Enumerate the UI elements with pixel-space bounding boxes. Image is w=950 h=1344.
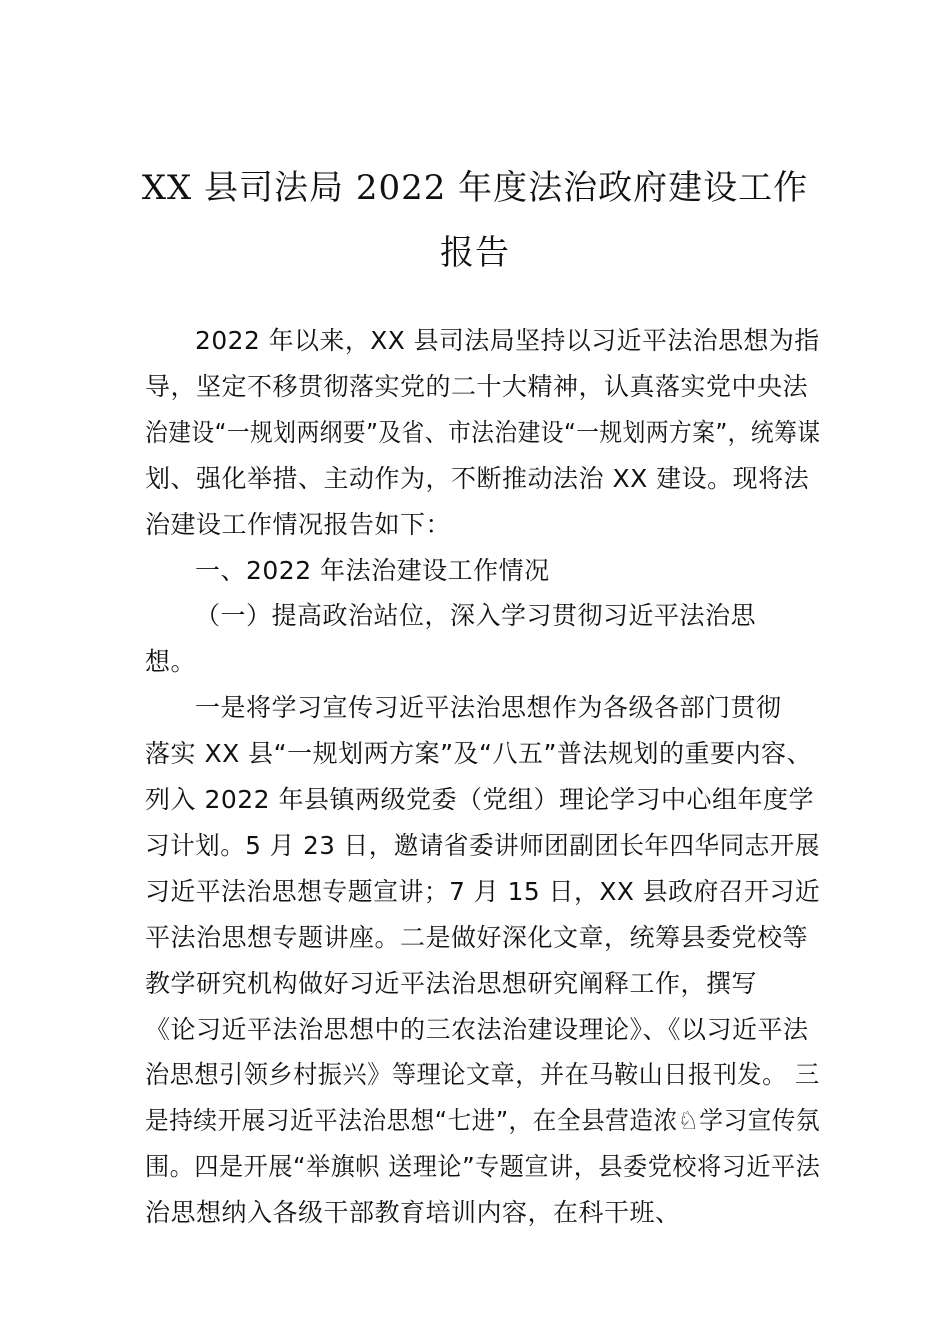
body-line: 落实 XX 县“一规划两方案”及“八五”普法规划的重要内容、	[145, 739, 812, 769]
body-line: 一是将学习宣传习近平法治思想作为各级各部门贯彻	[195, 693, 782, 723]
document-title-line-2: 报告	[440, 233, 510, 273]
document-title-line-1: XX 县司法局 2022 年度法治政府建设工作	[141, 168, 809, 208]
body-line: 列入 2022 年县镇两级党委（党组）理论学习中心组年度学	[145, 785, 815, 814]
body-line: 是持续开展习近平法治思想“七进”，在全县营造浓♘学习宣传氛	[145, 1106, 821, 1136]
body-line: （一）提高政治站位，深入学习贯彻习近平法治思	[195, 601, 757, 631]
body-line: 习计划。5 月 23 日，邀请省委讲师团副团长年四华同志开展	[145, 830, 820, 860]
body-line: 习近平法治思想专题宣讲；7 月 15 日，XX 县政府召开习近	[145, 876, 821, 906]
body-line: 想。	[145, 647, 197, 677]
body-line: 导，坚定不移贯彻落实党的二十大精神，认真落实党中央法	[145, 371, 809, 401]
body-line: 教学研究机构做好习近平法治思想研究阐释工作，撰写	[145, 968, 758, 998]
body-line: 治建设工作情况报告如下：	[145, 509, 452, 539]
body-line: 平法治思想专题讲座。二是做好深化文章，统筹县委党校等	[145, 922, 809, 952]
body-line: 围。四是开展“举旗帜 送理论”专题宣讲，县委党校将习近平法	[145, 1152, 821, 1182]
body-line: 治建设“一规划两纲要”及省、市法治建设“一规划两方案”，统筹谋	[145, 417, 821, 447]
body-line: 划、强化举措、主动作为，不断推动法治 XX 建设。现将法	[145, 463, 810, 493]
body-line: 《论习近平法治思想中的三农法治建设理论》、《以习近平法	[145, 1014, 809, 1044]
body-line: 治思想纳入各级干部教育培训内容，在科干班、	[145, 1198, 681, 1228]
body-line: 2022 年以来，XX 县司法局坚持以习近平法治思想为指	[195, 326, 820, 355]
body-line: 一、2022 年法治建设工作情况	[195, 555, 550, 585]
body-line: 治思想引领乡村振兴》等理论文章，并在马鞍山日报刊发。 三	[145, 1060, 820, 1090]
